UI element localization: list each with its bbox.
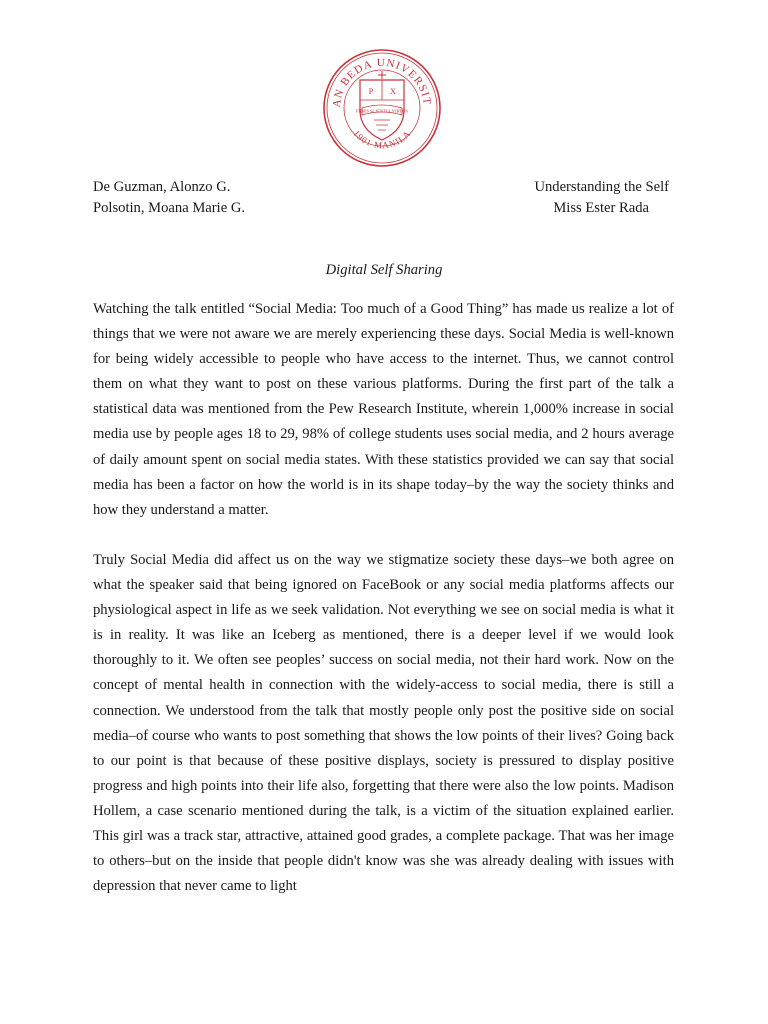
svg-text:X: X (390, 87, 396, 96)
svg-text:SAN BEDA UNIVERSITY (316, 48, 433, 108)
course-name: Understanding the Self (534, 179, 669, 195)
document-title: Digital Self Sharing (325, 262, 443, 278)
seal-motto: FIDES SCIENTIA VIRTUS (356, 108, 408, 114)
student-name-1: De Guzman, Alonzo G. (93, 179, 231, 195)
student-name-2: Polsotin, Moana Marie G. (93, 200, 246, 216)
svg-text:P: P (368, 87, 374, 96)
paragraph-2: Truly Social Media did affect us on the way we stigmatize society these days–we both agree on what the speaker said that being ignored on FaceBook or any social media platforms affects our physiological aspect in life as we seek validation. Not everything we see on social media is what it is in reality. It was like an Iceberg as mentioned, there is a deeper level if we would look thoroughly to it. We often see peoples’ success on social media, not their hard work. Now on the concept of mental health in connection with the widely-access to social media, there is still a connection. We understood from the talk that mostly people only post the positive side on social media–of course who wants to post something that shows the low points of their lives? Going back to our point is that because of these positive displays, society is pressured to display positive progress and high points into their life also, forgetting that there were also the low points. Madison Hollem, a case scenario mentioned during the talk, is a victim of the situation explained earlier. This girl was a track star, attractive, attained good grades, a complete package. That was her image to others–but on the inside that people didn't know was she was already dealing with issues with depression that never came to light (93, 551, 674, 895)
course-info (534, 177, 669, 219)
instructor-name: Miss Ester Rada (553, 200, 649, 216)
svg-text:1901 MANILA (351, 128, 412, 150)
university-seal (316, 48, 448, 168)
paragraph-1: Watching the talk entitled “Social Media: Too much of a Good Thing” has made us realize a lot of things that we were not aware we are merely experiencing these days. Social Media is well-known for being widely accessible to people who have access to the internet. Thus, we cannot control them on what they want to post on these various platforms. During the first part of the talk a statistical data was mentioned from the Pew Research Institute, wherein 1,000% increase in social media use by people ages 18 to 29, 98% of college students uses social media, and 2 hours average of daily amount spent on social media states. With these statistics provided we can say that social media has been a factor on how the world is in its shape today–by the way the society thinks and how they understand a matter. (93, 301, 674, 518)
essay-body (93, 297, 674, 899)
seal-emblem (316, 48, 448, 168)
seal-name: AN BEDA UNIVERSIT (330, 56, 434, 109)
seal-founded: 1901 MANILA (351, 128, 413, 151)
student-names (93, 177, 245, 219)
